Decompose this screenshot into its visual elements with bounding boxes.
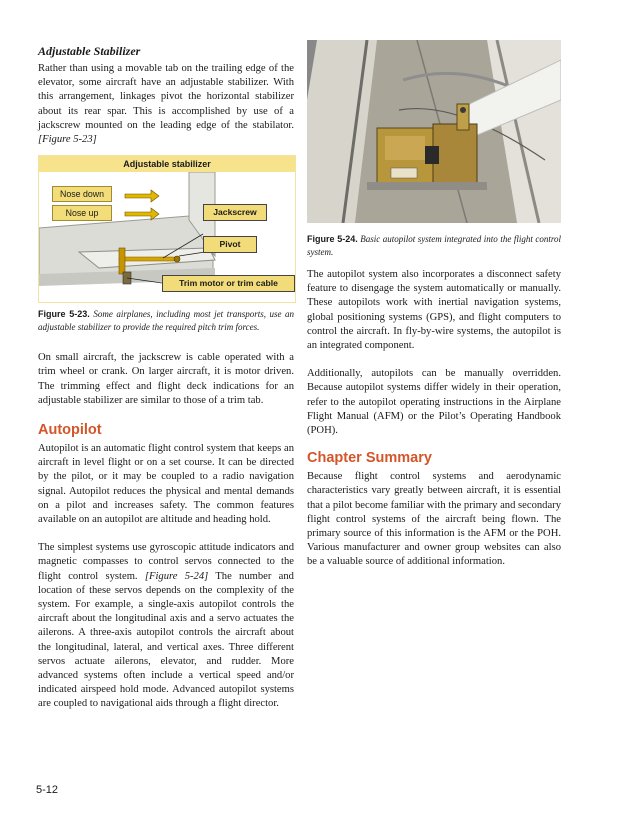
- autopilot-paragraph-1: Autopilot is an automatic flight control system that keeps an aircraft in level flight or on a set course. It can be directed by the pilot, or it may be coupled to a radio navigation signal. Autopilot reduces the physical and mental demands on a pilot and increases safety. The common features available on an autopilot are altitude and heading hold.: [38, 443, 294, 526]
- figure-5-23-number: Figure 5-23.: [38, 309, 90, 320]
- autopilot-paragraph-2: [38, 541, 294, 711]
- pivot-label: Pivot: [203, 236, 257, 253]
- figure-5-23-caption-text: Some airplanes, including most jet transports, use an adjustable stabilizer to provide the required pitch trim forces.: [38, 309, 295, 333]
- adjustable-stabilizer-paragraph: [38, 62, 294, 147]
- nose-up-label: Nose up: [52, 205, 112, 221]
- figure-5-24-caption-text: Basic autopilot system integrated into the flight control system.: [307, 234, 561, 257]
- jackscrew-label: Jackscrew: [203, 204, 267, 221]
- figure-5-23-caption: [38, 308, 294, 334]
- adjustable-stabilizer-heading: Adjustable Stabilizer: [38, 44, 141, 58]
- figure-5-23-reference: [Figure 5-23]: [38, 134, 97, 146]
- figure-5-23-diagram: [38, 155, 296, 303]
- figure-5-23-title: Adjustable stabilizer: [39, 156, 295, 172]
- nose-down-label: Nose down: [52, 186, 112, 202]
- adjustable-stabilizer-text: Rather than using a movable tab on the trailing edge of the elevator, some aircraft have an adjustable stabilizer. With this arrangement, linkages pivot the horizontal stabilizer about its rear spar. This is accomplished by use of a jackscrew mounted on the leading edge of the stabilator.: [38, 63, 294, 131]
- figure-5-24-number: Figure 5-24.: [307, 234, 358, 244]
- page-number: 5-12: [36, 784, 59, 796]
- figure-5-24-photo: [307, 40, 561, 223]
- small-aircraft-paragraph: On small aircraft, the jackscrew is cable operated with a trim wheel or crank. On larger aircraft, it is motor driven. The trimming effect and flight deck indications for an adjustable stabilizer are similar to those of a trim tab.: [38, 352, 294, 406]
- autopilot-safety-paragraph: The autopilot system also incorporates a disconnect safety feature to disengage the system automatically or manually. These autopilots work with inertial navigation systems, global positioning systems (GPS), and flight computers to control the aircraft. In fly-by-wire systems, the autopilot is an integrated component.: [307, 269, 561, 352]
- figure-5-24-reference: [Figure 5-24]: [144, 570, 209, 582]
- chapter-summary-heading: Chapter Summary: [307, 450, 432, 467]
- right-column: [307, 40, 561, 570]
- left-column: [38, 44, 294, 712]
- trim-motor-label: Trim motor or trim cable: [162, 275, 295, 292]
- autopilot-paragraph-2-end: The number and location of these servos depends on the complexity of the system. For example, a single-axis autopilot controls the aircraft about the longitudinal axis and a servo actuates the ailerons. A three-axis autopilot controls the aircraft about the longitudinal, lateral, and vertical axes. Three different servos actuate ailerons, elevator, and rudder. More advanced systems often include a vertical speed and/or indicated airspeed hold mode. Advanced autopilot systems are coupled to navigational aids through a flight director.: [38, 570, 294, 710]
- autopilot-override-paragraph: Additionally, autopilots can be manually overridden. Because autopilot systems differ widely in their operation, refer to the autopilot operating instructions in the Airplane Flight Manual (AFM) or the Pilot’s Operating Handbook (POH).: [307, 368, 561, 437]
- autopilot-heading: Autopilot: [38, 422, 102, 439]
- autopilot-paragraph-2-start: The simplest systems use gyroscopic attitude indicators and magnetic compasses to control servos connected to the flight control system.: [38, 542, 294, 582]
- autopilot-servo-photo: [307, 40, 561, 223]
- chapter-summary-paragraph: Because flight control systems and aerodynamic characteristics vary greatly between aircraft, it is essential that a pilot become familiar with the primary and secondary flight control systems of the aircraft being flown. The primary source of this information is the AFM or the POH. Various manufacturer and owner group websites can also be a valuable source of additional information.: [307, 471, 561, 568]
- figure-5-24-caption: [307, 233, 561, 259]
